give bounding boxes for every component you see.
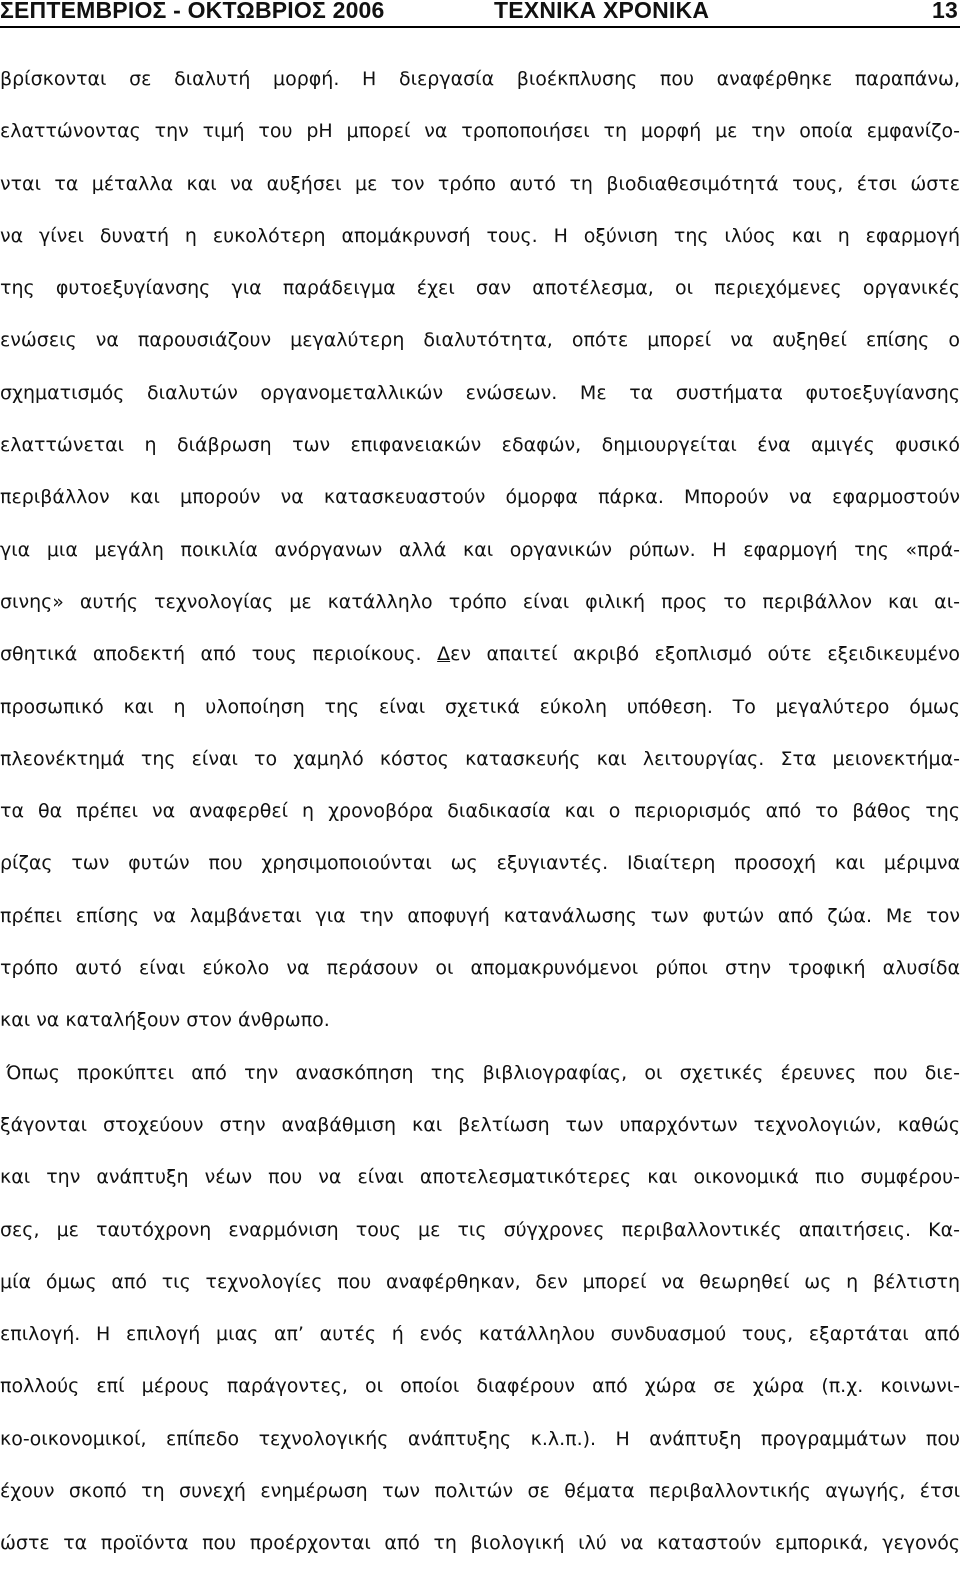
text-line: ξάγονται στοχεύουν στην αναβάθμιση και βελτίωση των υπαρχόντων τεχνολογιών, καθώς [0, 1113, 960, 1136]
text-line: επιλογή. Η επιλογή μιας απ’ αυτές ή ενός κατάλληλου συνδυασμού τους, εξαρτάται από [0, 1323, 960, 1346]
text-line: σινης» αυτής τεχνολογίας με κατάλληλο τρόπο είναι φιλική προς το περιβάλλον και αι- [0, 590, 960, 613]
text-line: κο-οικονομικοί, επίπεδο τεχνολογικής ανάπτυξης κ.λ.π.). Η ανάπτυξη προγραμμάτων που [0, 1427, 960, 1450]
text-line: τρόπο αυτό είναι εύκολο να περάσουν οι απομακρυνόμενοι ρύποι στην τροφική αλυσίδα [0, 957, 960, 980]
header-issue-date: ΣΕΠΤΕΜΒΡΙΟΣ - ΟΚΤΩΒΡΙΟΣ 2006 [0, 0, 385, 23]
text-line: πολλούς επί μέρους παράγοντες, οι οποίοι διαφέρουν από χώρα σε χώρα (π.χ. κοινωνι- [0, 1375, 960, 1398]
text-line: σθητικά αποδεκτή από τους περιοίκους. Δεν απαιτεί ακριβό εξοπλισμό ούτε εξειδικευμένο [0, 643, 960, 666]
text-line: σες, με ταυτόχρονη εναρμόνιση τους με τις σύγχρονες περιβαλλοντικές απαιτήσεις. Κα- [0, 1218, 960, 1241]
text-line: και την ανάπτυξη νέων που να είναι αποτελεσματικότερες και οικονομικά πιο συμφέρου- [0, 1166, 960, 1189]
paragraph [0, 1047, 960, 1570]
text-line: περιβάλλον και μπορούν να κατασκευαστούν όμορφα πάρκα. Μπορούν να εφαρμοστούν [0, 486, 960, 509]
paragraph [0, 53, 960, 1047]
text-line: της φυτοεξυγίανσης για παράδειγμα έχει σαν αποτέλεσμα, οι περιεχόμενες οργανικές [0, 277, 960, 300]
text-line: ενώσεις να παρουσιάζουν μεγαλύτερη διαλυτότητα, οπότε μπορεί να αυξηθεί επίσης ο [0, 329, 960, 352]
text-line: έχουν σκοπό τη συνεχή ενημέρωση των πολιτών σε θέματα περιβαλλοντικής αγωγής, έτσι [0, 1480, 960, 1503]
text-line: και να καταλήξουν στον άνθρωπο. [0, 1009, 330, 1032]
text-line: ελαττώνεται η διάβρωση των επιφανειακών εδαφών, δημιουργείται ένα αμιγές φυσικό [0, 434, 960, 457]
text-line: σχηματισμός διαλυτών οργανομεταλλικών ενώσεων. Με τα συστήματα φυτοεξυγίανσης [0, 381, 960, 404]
text-line: νται τα μέταλλα και να αυξήσει με τον τρόπο αυτό τη βιοδιαθεσιμότητά τους, έτσι ώστε [0, 172, 960, 195]
page-number: 13 [932, 0, 958, 23]
text-line: τα θα πρέπει να αναφερθεί η χρονοβόρα διαδικασία και ο περιορισμός από το βάθος της [0, 800, 960, 823]
text-line: μία όμως από τις τεχνολογίες που αναφέρθηκαν, δεν μπορεί να θεωρηθεί ως η βέλτιστη [0, 1270, 960, 1293]
text-line: πρέπει επίσης να λαμβάνεται για την αποφυγή κατανάλωσης των φυτών από ζώα. Με τον [0, 904, 960, 927]
text-line: πλεονέκτημά της είναι το χαμηλό κόστος κατασκευής και λειτουργίας. Στα μειονεκτήμα- [0, 747, 960, 770]
header-journal-title: ΤΕΧΝΙΚΑ ΧΡΟΝΙΚΑ [494, 0, 710, 23]
text-line: ελαττώνοντας την τιμή του pH μπορεί να τροποποιήσει τη μορφή με την οποία εμφανίζο- [0, 120, 960, 143]
text-line: βρίσκονται σε διαλυτή μορφή. Η διεργασία βιοέκπλυσης που αναφέρθηκε παραπάνω, [0, 68, 960, 90]
text-line: ώστε τα προϊόντα που προέρχονται από τη βιολογική ιλύ να καταστούν εμπορικά, γεγονός [0, 1532, 960, 1555]
text-line: για μια μεγάλη ποικιλία ανόργανων αλλά και οργανικών ρύπων. Η εφαρμογή της «πρά- [0, 538, 960, 561]
text-line: Όπως προκύπτει από την ανασκόπηση της βιβλιογραφίας, οι σχετικές έρευνες που διε- [6, 1061, 960, 1084]
running-header [0, 0, 960, 28]
text-line: να γίνει δυνατή η ευκολότερη απομάκρυνσή τους. Η οξύνιση της ιλύος και η εφαρμογή [0, 224, 960, 247]
text-line: προσωπικό και η υλοποίηση της είναι σχετικά εύκολη υπόθεση. Το μεγαλύτερο όμως [0, 695, 960, 718]
text-line: ρίζας των φυτών που χρησιμοποιούνται ως εξυγιαντές. Ιδιαίτερη προσοχή και μέριμνα [0, 852, 960, 875]
article-body [0, 53, 960, 1570]
